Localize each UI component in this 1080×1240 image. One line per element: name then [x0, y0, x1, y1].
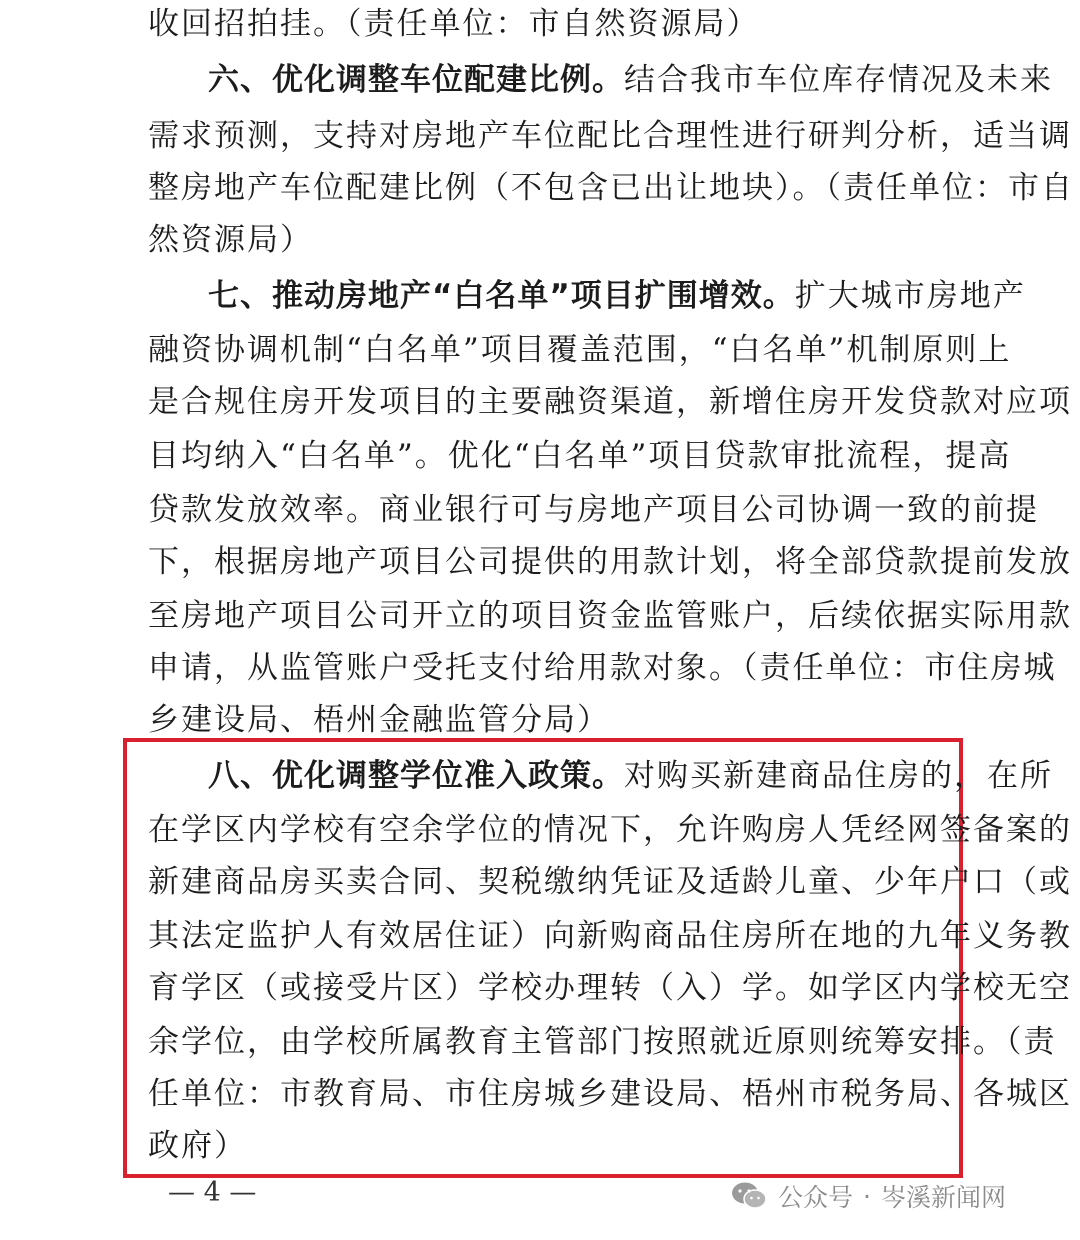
section-six-heading: 六、优化调整车位配建比例。 [208, 62, 624, 98]
page-number: — 4 — [168, 1177, 257, 1208]
text-line: 在学区内学校有空余学位的情况下，允许购房人凭经网签备案的 [148, 812, 1072, 848]
text-line: 下，根据房地产项目公司提供的用款计划，将全部贷款提前发放 [148, 544, 1072, 580]
wechat-watermark [730, 1178, 1006, 1214]
text-line: 其法定监护人有效居住证）向新购商品住房所在地的九年义务教 [148, 918, 1072, 954]
text-line: 申请，从监管账户受托支付给用款对象。（责任单位：市住房城 [148, 650, 1057, 686]
text-line: 需求预测，支持对房地产车位配比合理性进行研判分析，适当调 [148, 118, 1072, 154]
text-line: 是合规住房开发项目的主要融资渠道，新增住房开发贷款对应项 [148, 384, 1072, 420]
text-line: 政府） [148, 1128, 247, 1164]
text-line: 然资源局） [148, 222, 313, 258]
text-line: 新建商品房买卖合同、契税缴纳凭证及适龄儿童、少年户口（或 [148, 864, 1072, 900]
text-line: 收回招拍挂。（责任单位：市自然资源局） [148, 6, 760, 42]
wechat-icon [730, 1180, 770, 1212]
watermark-account: 岑溪新闻网 [880, 1183, 1006, 1212]
watermark-label: 公众号 [778, 1183, 854, 1212]
section-seven-text: 扩大城市房地产 [794, 278, 1026, 314]
section-eight-paragraph-start [208, 756, 1053, 796]
text-line: 整房地产车位配建比例（不包含已出让地块）。（责任单位：市自 [148, 170, 1074, 206]
watermark-separator: · [863, 1181, 871, 1211]
text-line: 贷款发放效率。商业银行可与房地产项目公司协调一致的前提 [148, 492, 1039, 528]
text-line: 至房地产项目公司开立的项目资金监管账户，后续依据实际用款 [148, 598, 1072, 634]
section-eight-heading: 八、优化调整学位准入政策。 [208, 758, 624, 794]
section-seven-heading: 七、推动房地产“白名单”项目扩围增效。 [208, 278, 795, 314]
text-line: 余学位，由学校所属教育主管部门按照就近原则统筹安排。（责 [148, 1024, 1057, 1060]
text-line: 融资协调机制“白名单”项目覆盖范围，“白名单”机制原则上 [148, 332, 1012, 368]
text-line: 乡建设局、梧州金融监管分局） [148, 702, 610, 738]
text-line: 育学区（或接受片区）学校办理转（入）学。如学区内学校无空 [148, 970, 1072, 1006]
section-six-text: 结合我市车位库存情况及未来 [624, 62, 1053, 98]
text-line: 任单位：市教育局、市住房城乡建设局、梧州市税务局、各城区 [148, 1076, 1072, 1112]
section-seven-paragraph-start [208, 276, 1026, 316]
section-eight-text: 对购买新建商品住房的，在所 [624, 758, 1053, 794]
section-six-paragraph-start [208, 60, 1053, 100]
text-line: 目均纳入“白名单”。优化“白名单”项目贷款审批流程，提高 [148, 438, 1012, 474]
